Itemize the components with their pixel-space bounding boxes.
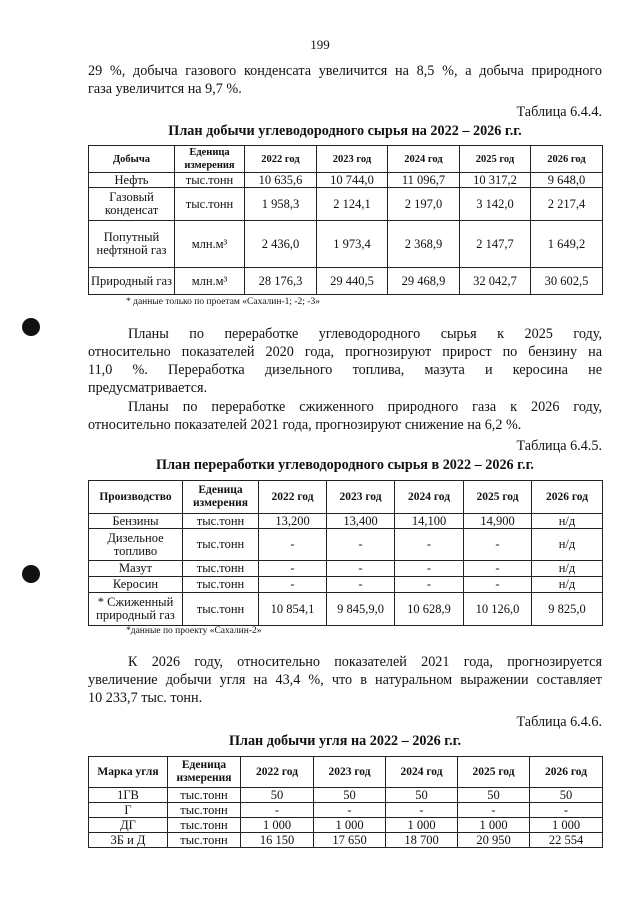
- text-line: К 2026 году, относительно показателей 2021 года, прогнозируется: [128, 654, 602, 670]
- table-cell: 9 845,9,0: [327, 593, 395, 626]
- header-cell: 2024 год: [386, 757, 458, 788]
- table-cell: -: [458, 803, 530, 818]
- table-row: [89, 173, 603, 188]
- table-row: [89, 188, 603, 221]
- header-cell: 2025 год: [458, 757, 530, 788]
- table-cell: 10 628,9: [395, 593, 464, 626]
- header-cell: 2023 год: [317, 146, 388, 173]
- table-cell: млн.м³: [175, 268, 245, 295]
- table2-title: План переработки углеводородного сырья в 2022 – 2026 г.г.: [156, 457, 534, 473]
- header-cell: 2024 год: [388, 146, 460, 173]
- table-cell: 50: [458, 788, 530, 803]
- table-cell: 1ГВ: [89, 788, 168, 803]
- header-cell: 2023 год: [314, 757, 386, 788]
- header-cell: 2026 год: [530, 757, 603, 788]
- paragraph-lng: [88, 398, 602, 434]
- table-row: [89, 221, 603, 268]
- table2: [88, 480, 603, 626]
- table-cell: Нефть: [89, 173, 175, 188]
- table-cell: н/д: [532, 514, 603, 529]
- table-cell: 1 000: [530, 818, 603, 833]
- text-line: 10 233,7 тыс. тонн.: [88, 690, 203, 706]
- table-header-row: [89, 757, 603, 788]
- table1: [88, 145, 603, 295]
- table-cell: 1 000: [314, 818, 386, 833]
- table-cell: н/д: [532, 529, 603, 561]
- text-line: предусматривается.: [88, 380, 208, 396]
- table-cell: 10 126,0: [464, 593, 532, 626]
- table-cell: 13,200: [259, 514, 327, 529]
- header-cell: 2025 год: [464, 481, 532, 514]
- header-cell: 2023 год: [327, 481, 395, 514]
- table-cell: 10 744,0: [317, 173, 388, 188]
- table-row: [89, 833, 603, 848]
- table1-caption: Таблица 6.4.4.: [516, 104, 602, 120]
- table-cell: 1 000: [386, 818, 458, 833]
- table-cell: -: [259, 577, 327, 593]
- text-line: Планы по переработке углеводородного сырья к 2025 году,: [128, 326, 602, 342]
- table-row: [89, 593, 603, 626]
- table-cell: Попутный нефтяной газ: [89, 221, 175, 268]
- text-line: увеличение добычи угля на 43,4 %, что в натуральном выражении составляет: [88, 672, 602, 688]
- table-cell: 9 648,0: [531, 173, 603, 188]
- table-row: [89, 577, 603, 593]
- table-cell: 32 042,7: [460, 268, 531, 295]
- table1-footnote: * данные только по проетам «Сахалин-1; -2; -3»: [126, 297, 320, 307]
- table-cell: -: [241, 803, 314, 818]
- header-cell: 2024 год: [395, 481, 464, 514]
- table-cell: -: [395, 577, 464, 593]
- table-cell: 9 825,0: [532, 593, 603, 626]
- table-cell: Мазут: [89, 561, 183, 577]
- table-cell: тыс.тонн: [168, 818, 241, 833]
- header-cell: Еденица измерения: [175, 146, 245, 173]
- text-line: относительно показателей 2021 года, прогнозируют снижение на 6,2 %.: [88, 417, 522, 433]
- table-cell: 2 124,1: [317, 188, 388, 221]
- table-cell: -: [464, 561, 532, 577]
- table-cell: 22 554: [530, 833, 603, 848]
- header-cell: Марка угля: [89, 757, 168, 788]
- header-cell: 2026 год: [532, 481, 603, 514]
- table-cell: тыс.тонн: [168, 833, 241, 848]
- header-cell: 2025 год: [460, 146, 531, 173]
- table-cell: 50: [530, 788, 603, 803]
- table-cell: -: [530, 803, 603, 818]
- table-cell: 13,400: [327, 514, 395, 529]
- table-header-row: [89, 481, 603, 514]
- table-cell: тыс.тонн: [168, 803, 241, 818]
- table-cell: -: [327, 529, 395, 561]
- table-cell: тыс.тонн: [175, 188, 245, 221]
- header-cell: Еденица измерения: [168, 757, 241, 788]
- table-cell: 1 000: [458, 818, 530, 833]
- paragraph-coal: [88, 653, 602, 707]
- table-cell: 2 197,0: [388, 188, 460, 221]
- table-row: [89, 529, 603, 561]
- header-cell: 2022 год: [245, 146, 317, 173]
- table-cell: 30 602,5: [531, 268, 603, 295]
- table-cell: 2 436,0: [245, 221, 317, 268]
- text-line: 29 %, добыча газового конденсата увеличится на 8,5 %, а добыча природного: [88, 63, 602, 79]
- table-row: [89, 788, 603, 803]
- table-cell: Бензины: [89, 514, 183, 529]
- table-cell: млн.м³: [175, 221, 245, 268]
- table-cell: тыс.тонн: [175, 173, 245, 188]
- table-cell: Газовый конденсат: [89, 188, 175, 221]
- header-cell: Еденица измерения: [183, 481, 259, 514]
- table-cell: 1 000: [241, 818, 314, 833]
- table-cell: -: [327, 577, 395, 593]
- table-cell: Природный газ: [89, 268, 175, 295]
- table-cell: Дизельное топливо: [89, 529, 183, 561]
- table1-title: План добычи углеводородного сырья на 2022 – 2026 г.г.: [168, 123, 522, 139]
- table-cell: 18 700: [386, 833, 458, 848]
- table-cell: тыс.тонн: [183, 529, 259, 561]
- table-cell: 11 096,7: [388, 173, 460, 188]
- table-cell: -: [464, 529, 532, 561]
- table3-caption: Таблица 6.4.6.: [516, 714, 602, 730]
- table-cell: н/д: [532, 577, 603, 593]
- table-row: [89, 803, 603, 818]
- table-cell: Керосин: [89, 577, 183, 593]
- header-cell: 2026 год: [531, 146, 603, 173]
- table-cell: -: [259, 561, 327, 577]
- text-line: Планы по переработке сжиженного природного газа к 2026 году,: [128, 399, 602, 415]
- table-cell: 1 649,2: [531, 221, 603, 268]
- table-cell: 14,100: [395, 514, 464, 529]
- table-cell: тыс.тонн: [183, 593, 259, 626]
- table-row: [89, 268, 603, 295]
- table-cell: -: [327, 561, 395, 577]
- table3-title: План добычи угля на 2022 – 2026 г.г.: [228, 733, 462, 749]
- table-cell: -: [259, 529, 327, 561]
- table-cell: -: [386, 803, 458, 818]
- page-number: 199: [310, 37, 330, 52]
- table-cell: 29 440,5: [317, 268, 388, 295]
- table-cell: 29 468,9: [388, 268, 460, 295]
- table-cell: тыс.тонн: [183, 561, 259, 577]
- intro-paragraph: [88, 62, 602, 98]
- table2-footnote: *данные по проекту «Сахалин-2»: [126, 626, 262, 636]
- header-cell: Добыча: [89, 146, 175, 173]
- table-cell: 2 217,4: [531, 188, 603, 221]
- table-cell: 50: [386, 788, 458, 803]
- table-cell: 16 150: [241, 833, 314, 848]
- table-row: [89, 514, 603, 529]
- paragraph-processing: [88, 325, 602, 397]
- table2-caption: Таблица 6.4.5.: [516, 438, 602, 454]
- table-cell: -: [314, 803, 386, 818]
- header-cell: 2022 год: [259, 481, 327, 514]
- table-cell: 3Б и Д: [89, 833, 168, 848]
- table-cell: 2 368,9: [388, 221, 460, 268]
- table-cell: 50: [241, 788, 314, 803]
- table-cell: 14,900: [464, 514, 532, 529]
- table-cell: * Сжиженный природный газ: [89, 593, 183, 626]
- table-cell: 10 635,6: [245, 173, 317, 188]
- header-cell: 2022 год: [241, 757, 314, 788]
- table-cell: -: [395, 561, 464, 577]
- table-cell: Г: [89, 803, 168, 818]
- table-cell: 28 176,3: [245, 268, 317, 295]
- table-row: [89, 818, 603, 833]
- punch-hole-top: [22, 318, 40, 336]
- table-cell: тыс.тонн: [168, 788, 241, 803]
- table-row: [89, 561, 603, 577]
- table-cell: 17 650: [314, 833, 386, 848]
- table-cell: н/д: [532, 561, 603, 577]
- table-cell: -: [464, 577, 532, 593]
- text-line: относительно показателей 2020 года, прогнозируют прирост по бензину на: [88, 344, 602, 360]
- table-cell: 10 854,1: [259, 593, 327, 626]
- table-cell: 2 147,7: [460, 221, 531, 268]
- table-cell: -: [395, 529, 464, 561]
- text-line: 11,0 %. Переработка дизельного топлива, мазута и керосина не: [88, 362, 602, 378]
- text-line: газа увеличится на 9,7 %.: [88, 81, 242, 97]
- table-cell: 1 973,4: [317, 221, 388, 268]
- table3: [88, 756, 603, 848]
- table-cell: 10 317,2: [460, 173, 531, 188]
- table-cell: 1 958,3: [245, 188, 317, 221]
- table-cell: ДГ: [89, 818, 168, 833]
- header-cell: Производство: [89, 481, 183, 514]
- table-header-row: [89, 146, 603, 173]
- table-cell: 20 950: [458, 833, 530, 848]
- table-cell: 3 142,0: [460, 188, 531, 221]
- punch-hole-bottom: [22, 565, 40, 583]
- table-cell: тыс.тонн: [183, 577, 259, 593]
- table-cell: 50: [314, 788, 386, 803]
- table-cell: тыс.тонн: [183, 514, 259, 529]
